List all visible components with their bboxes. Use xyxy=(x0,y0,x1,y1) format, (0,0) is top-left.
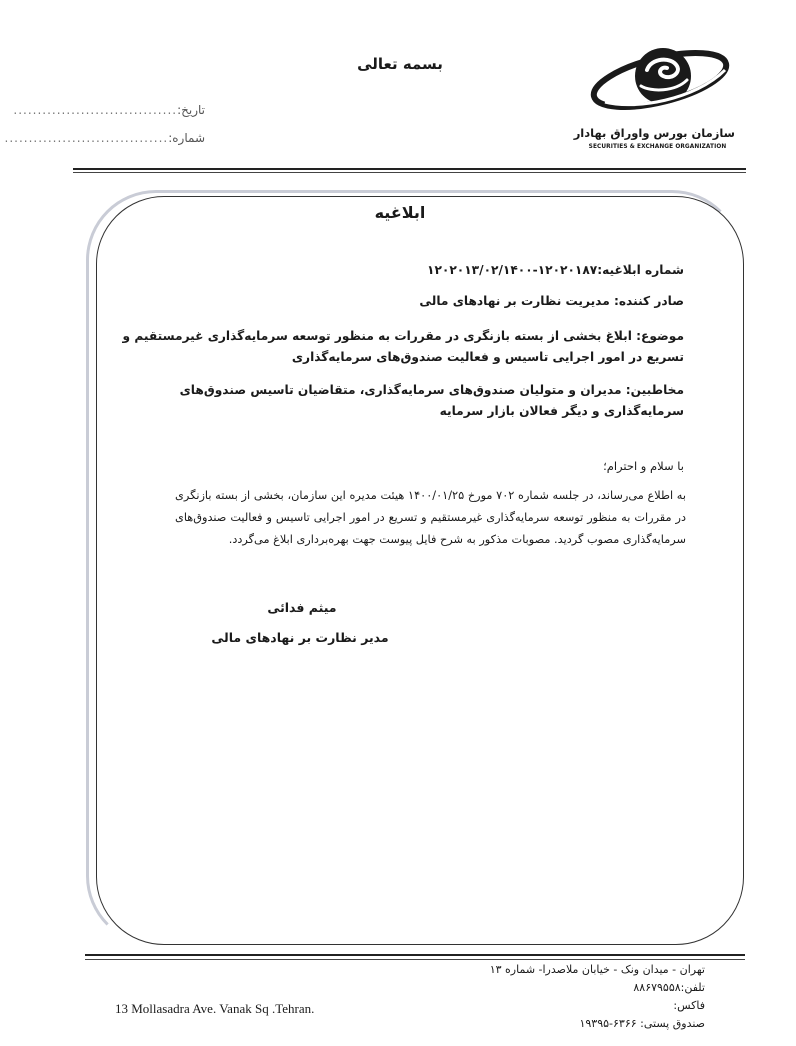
document-title: ابلاغیه xyxy=(374,203,426,222)
basmala-heading: بسمه تعالی xyxy=(357,55,443,73)
sec-org-logo-icon xyxy=(585,40,735,120)
footer-phone: تلفن:۸۸۶۷۹۵۵۸ xyxy=(633,981,705,994)
header-divider-thin xyxy=(73,172,746,173)
date-dots: .................................. xyxy=(13,103,178,117)
notice-number: شماره ابلاغیه:۱۲۰۲۰۱۸۷-۱۲۰۲۰۱۳/۰۲/۱۴۰۰ xyxy=(427,263,684,277)
subject-line: موضوع: ابلاغ بخشی از بسته بازنگری در مقررات به منظور توسعه سرمایه‌گذاری غیرمستقیم و تسریع در امور اجرایی تاسیس و فعالیت صندوق‌های سرمایه‌گذاری xyxy=(122,329,684,364)
footer-fax: فاکس: xyxy=(673,999,705,1012)
org-name-english: SECURITIES & EXCHANGE ORGANIZATION xyxy=(588,144,727,150)
signatory-title: مدیر نظارت بر نهادهای مالی xyxy=(211,630,389,645)
date-field xyxy=(13,103,205,117)
signatory-name: میثم فدائی xyxy=(267,600,337,615)
greeting: با سلام و احترام؛ xyxy=(603,459,684,473)
footer-address-english: 13 Mollasadra Ave. Vanak Sq .Tehran. xyxy=(115,1001,315,1016)
number-label: شماره: xyxy=(168,131,205,145)
footer-po-box: صندوق پستی: ۶۳۶۶-۱۹۳۹۵ xyxy=(579,1017,705,1030)
audience-line: مخاطبین: مدیران و متولیان صندوق‌های سرمایه‌گذاری، متقاضیان تاسیس صندوق‌های سرمایه‌گذاری و دیگر فعالان بازار سرمایه xyxy=(179,383,684,418)
org-name-persian: سازمان بورس واوراق بهادار xyxy=(573,126,735,140)
date-label: تاریخ: xyxy=(177,103,205,117)
footer-divider xyxy=(85,954,745,956)
body-paragraph: به اطلاع می‌رساند، در جلسه شماره ۷۰۲ مورخ ۱۴۰۰/۰۱/۲۵ هیئت مدیره این سازمان، بخشی از بسته بازنگری در مقررات به منظور توسعه سرمایه‌گذاری غیرمستقیم و تسریع در امور اجرایی تاسیس و فعالیت صندوق‌های سرمایه‌گذاری مصوب گردید. مصوبات مذکور به شرح فایل پیوست جهت بهره‌برداری ابلاغ می‌گردد. xyxy=(175,489,686,546)
number-dots: .................................. xyxy=(4,131,169,145)
number-field xyxy=(4,131,205,145)
footer-address: تهران - میدان ونک - خیابان ملاصدرا- شماره ۱۳ xyxy=(489,963,705,976)
issuer-line: صادر کننده: مدیریت نظارت بر نهادهای مالی xyxy=(419,294,684,308)
footer-divider-thin xyxy=(85,959,745,960)
header-divider xyxy=(73,168,746,170)
